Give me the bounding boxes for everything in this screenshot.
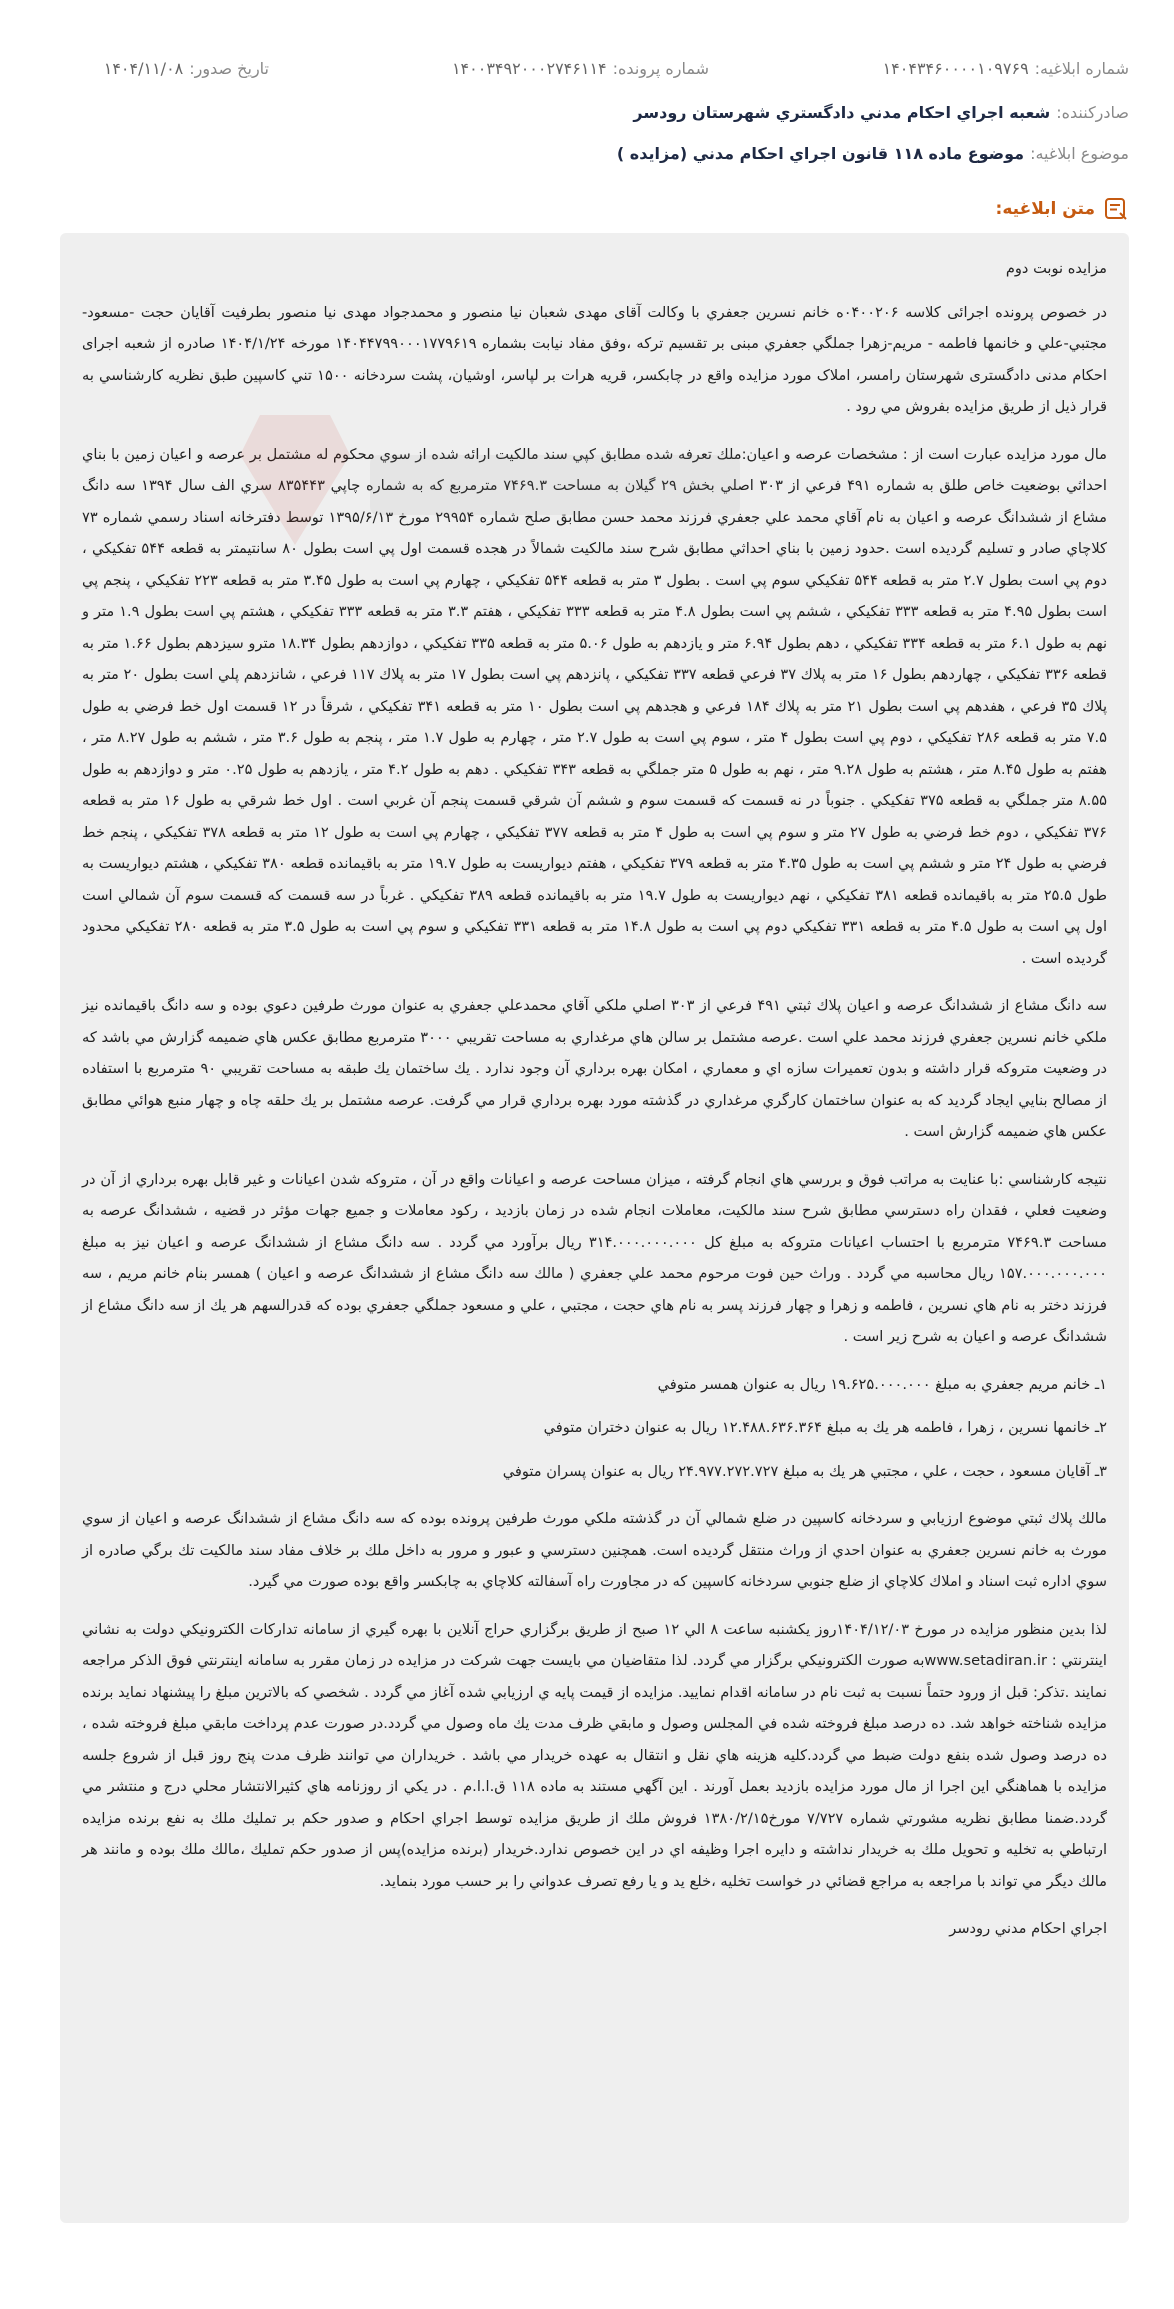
share-item-2: ۲ـ خانمها نسرين ، زهرا ، فاطمه هر يك به مبلغ ۱۲.۴۸۸.۶۳۶.۳۶۴ ريال به عنوان دختران متوفي xyxy=(543,1419,1107,1436)
issue-date-value: ۱۴۰۴/۱۱/۰۸ xyxy=(103,58,184,78)
notice-text-label: متن ابلاغیه: xyxy=(995,199,1095,219)
issuer-row xyxy=(45,96,1129,128)
share-item-1: ۱ـ خانم مريم جعفري به مبلغ ۱۹.۶۲۵.۰۰۰.۰۰۰ ريال به عنوان همسر متوفي xyxy=(657,1375,1107,1393)
issue-date-field xyxy=(104,59,269,78)
notice-document-icon xyxy=(1103,196,1129,222)
paragraph-property-bounds: مال مورد مزايده عبارت است از : مشخصات عرصه و اعيان:ملك تعرفه شده مطابق كپي سند مالكيت ارائه شده از سوي محكوم له مشتمل بر عرصه و اعيان زمين با بناي احداثي بوضعيت خاص طلق به شماره ۴۹۱ فرعي از ۳۰۳ اصلي بخش ۲۹ گيلان به مساحت ۷۴۶۹.۳ مترمربع كه به شماره چاپي ۸۳۵۴۴۳ سري الف سال ۱۳۹۴ سه دانگ مشاع از ششدانگ عرصه و اعيان به نام آقاي محمد علي جعفري فرزند محمد حسن مطابق صلح شماره ۲۹۹۵۴ مورخ ۱۳۹۵/۶/۱۳ توسط دفترخانه اسناد رسمي شماره ۷۳ كلاچاي صادر و تسليم گرديده است .حدود زمين با بناي احداثي مطابق شرح سند مالكيت شمالاً در هجده قسمت اول پي است بطول ۸۰ سانتيمتر به قطعه ۵۴۴ تفكيكي ، دوم پي است بطول ۲.۷ متر به قطعه ۵۴۴ تفكيكي سوم پي است . بطول ۳ متر به قطعه ۵۴۴ تفكيكي ، چهارم پي است به طول ۳.۴۵ متر به قطعه ۲۲۳ تفكيكي ، پنجم پي است بطول ۴.۹۵ متر به قطعه ۳۳۳ تفكيكي ، ششم پي است بطول ۴.۸ متر به قطعه ۳۳۳ تفكيكي ، هفتم ۳.۳ متر به قطعه ۳۳۳ تفكيكي ، هشتم پي است بطول ۱.۹ متر و نهم به طول ۶.۱ متر به قطعه ۳۳۴ تفكيكي ، دهم بطول ۶.۹۴ متر و يازدهم به طول ۵.۰۶ متر به قطعه ۳۳۵ تفكيكي ، دوازدهم بطول ۱۸.۳۴ مترو سيزدهم بطول ۱.۶۶ متر به قطعه ۳۳۶ تفكيكي ، چهاردهم بطول ۱۶ متر به پلاك ۳۷ فرعي قطعه ۳۳۷ تفكيكي ، پانزدهم پي است بطول ۱۷ متر به پلاك ۱۱۷ فرعي ، شانزدهم پلي است بطول ۲۰ متر به پلاك ۳۵ فرعي ، هفدهم پي است بطول ۲۱ متر به پلاك ۱۸۴ فرعي و هجدهم پي است بطول ۱۰ متر به قطعه ۳۴۱ تفكيكي ، شرقاً در ۱۲ قسمت اول خط فرضي به طول ۷.۵ متر به قطعه ۲۸۶ تفكيكي ، دوم پي است بطول ۴ متر ، سوم پي است به طول ۲.۷ متر ، چهارم به طول ۱.۷ متر ، پنجم به طول ۳.۶ متر ، ششم به طول ۸.۲۷ متر ، هفتم به طول ۸.۴۵ متر ، هشتم به طول ۹.۲۸ متر ، نهم به طول ۵ متر جملگي به قطعه ۳۴۳ تفكيكي . دهم به طول ۴.۲ متر ، يازدهم به طول ۰.۲۵ متر و دوازدهم به طول ۸.۵۵ متر جملگي به قطعه ۳۷۵ تفكيكي . جنوباً در نه قسمت كه قسمت سوم و ششم آن شرقي قسمت پنجم آن غربي است . اول خط شرقي به طول ۱۶ متر به قطعه ۳۷۶ تفكيكي ، دوم خط فرضي به طول ۲۷ متر و سوم پي است به طول ۴ متر به قطعه ۳۷۷ تفكيكي ، چهارم پي است به طول ۱۲ متر به قطعه ۳۷۸ تفكيكي ، پنجم خط فرضي به طول ۲۴ متر و ششم پي است به طول ۴.۳۵ متر به قطعه ۳۷۹ تفكيكي ، هفتم ديواريست به طول ۱۹.۷ متر به باقيمانده قطعه ۳۸۰ تفكيكي ، هشتم ديواريست به طول ۲۵.۵ متر به باقيمانده قطعه ۳۸۱ تفكيكي ، نهم ديواريست به طول ۱۹.۷ متر به باقيمانده قطعه ۳۸۹ تفكيكي . غرباً در سه قسمت كه قسمت سوم آن شمالي است اول پي است به طول ۴.۵ متر به قطعه ۳۳۱ تفكيكي دوم پي است به طول ۱۴.۸ متر به قطعه ۳۳۱ تفكيكي و سوم پي است به طول ۳.۵ متر به قطعه ۲۸۰ تفكيكي محدود گرديده است . xyxy=(82,445,1108,967)
signature-line: اجراي احكام مدني رودسر xyxy=(949,1920,1107,1937)
paragraph-auction-terms: لذا بدين منظور مزايده در مورخ ۱۴۰۴/۱۲/۰۳روز يكشنبه ساعت ۸ الي ۱۲ صبح از طريق برگزاري حراج آنلاين با بهره گيري از سامانه تداركات الكترونيكي دولت به نشاني اينترنتي : www.setadiran.irبه صورت الكترونيكي برگزار مي گردد. لذا متقاضيان مي بايست جهت شركت در مزايده در زمان مقرر به سامانه اينترنتي فوق الذكر مراجعه نمايند .تذكر: قبل از ورود حتماً نسبت به ثبت نام در سامانه اقدام نماييد. مزايده از قيمت پايه ي ارزيابي شده آغاز مي گردد . شخصي كه بالاترين مبلغ را پيشنهاد نمايد برنده مزايده شناخته خواهد شد. ده درصد مبلغ فروخته شده في المجلس وصول و مابقي ظرف مدت يك ماه وصول مي گردد.در صورت عدم پرداخت مابقي مبلغ فروخته شده ، ده درصد وصول شده بنفع دولت ضبط مي گردد.كليه هزينه هاي نقل و انتقال به عهده خريدار مي باشد . خريداران مي توانند ظرف مدت پنج روز قبل از شروع جلسه مزايده با هماهنگي اين اجرا از مال مورد مزايده بازديد بعمل آورند . اين آگهي مستند به ماده ۱۱۸ ق.ا.ا.م . در يكي از روزنامه هاي كثيرالانتشار محلي درج و منتشر مي گردد.ضمنا مطابق نظريه مشورتي شماره ۷/۷۲۷ مورخ۱۳۸۰/۲/۱۵ فروش ملك از طريق مزايده توسط اجراي احكام و صدور حكم بر تمليك ملك به نفع برنده مزايده ارتباطي به تخليه و تحويل ملك به خريدار نداشته و دايره اجرا وظيفه اي در اين خصوص ندارد.خريدار (برنده مزايده)پس از صدور حكم تمليك ،مالك ملك بوده و مانند هر مالك ديگر مي تواند با مراجعه به مراجع قضائي در خواست تخليه ،خلع يد و يا رفع تصرف عدواني را بر حسب مورد بنمايد. xyxy=(82,1620,1108,1890)
issue-date-label: تاریخ صدور: xyxy=(189,58,269,78)
issuer-value: شعبه اجراي احكام مدني دادگستري شهرستان رودسر xyxy=(633,102,1051,122)
subject-label: موضوع ابلاغیه: xyxy=(1030,143,1129,163)
paragraph-case-intro: در خصوص پرونده اجرائی کلاسه ۰۴۰۰۲۰۶ه خانم نسرين جعفري با وکالت آقای مهدی شعبان نيا منصور و محمدجواد مهدی نيا منصور بطرفيت آقايان حجت -مسعود- مجتبي-علي و خانمها فاطمه - مريم-زهرا جملگي جعفري مبنی بر تقسيم ترکه ،وفق مفاد نيابت بشماره ۱۴۰۴۴۷۹۹۰۰۰۱۷۷۹۶۱۹ مورخه ۱۴۰۴/۱/۲۴ صادره از شعبه اجرای احکام مدنی دادگستری شهرستان رامسر، املاک مورد مزایده واقع در چابکسر، قریه هرات بر لپاسر، اوشیان، پشت سردخانه ۱۵۰۰ تني كاسپين طبق نظريه كارشناسي به قرار ذيل از طريق مزايده بفروش مي رود . xyxy=(82,303,1107,415)
subject-value: موضوع ماده ۱۱۸ قانون اجراي احكام مدني (مزايده ) xyxy=(616,143,1025,163)
notice-number-field xyxy=(709,59,1129,78)
case-number-field xyxy=(269,59,709,78)
notice-number-label: شماره ابلاغیه: xyxy=(1034,58,1129,78)
paragraph-property-description: سه دانگ مشاع از ششدانگ عرصه و اعيان پلاك ثبتي ۴۹۱ فرعي از ۳۰۳ اصلي ملكي آقاي محمدعلي جعفري به عنوان مورث طرفين دعوي بوده و سه دانگ باقيمانده نيز ملكي خانم نسرين جعفري فرزند محمد علي است .عرصه مشتمل بر سالن هاي مرغداري به مساحت تقريبي ۳۰۰۰ مترمربع مطابق عكس هاي ضميمه گزارش مي باشد كه در وضعيت متروكه قرار داشته و بدون تعميرات سازه اي و معماري ، امكان بهره برداري آن وجود ندارد . يك ساختمان يك طبقه به مساحت تقريبي ۹۰ مترمربع با استفاده از مصالح بنايي ايجاد گرديد كه به عنوان ساختمان كارگري مرغداري در گذشته مورد بهره برداري قرار مي گرفت. عرصه مشتمل بر يك حلقه چاه و چهار منبع هوائي مطابق عكس هاي ضميمه گزارش است . xyxy=(82,997,1108,1140)
case-number-label: شماره پرونده: xyxy=(612,58,709,78)
paragraph-expert-opinion: نتيجه كارشناسي :با عنايت به مراتب فوق و بررسي هاي انجام گرفته ، ميزان مساحت عرصه و اعيانات واقع در آن ، متروكه شدن اعيانات و غير قابل بهره برداري از آن در وضعيت فعلي ، فقدان راه دسترسي مطابق شرح سند مالكيت، معاملات انجام شده در زمان بازديد ، ركود معاملات و جميع جهات مؤثر در قضيه ، ششدانگ عرصه به مساحت ۷۴۶۹.۳ مترمربع با احتساب اعيانات متروكه به مبلغ كل ۳۱۴.۰۰۰.۰۰۰.۰۰۰ ريال برآورد مي گردد . سه دانگ مشاع از ششدانگ عرصه و اعيان نيز به مبلغ ۱۵۷.۰۰۰.۰۰۰.۰۰۰ ريال محاسبه مي گردد . وراث حين فوت مرحوم محمد علي جعفري ( مالك سه دانگ مشاع از ششدانگ عرصه و اعيان ) همسر بنام خانم مريم ، سه فرزند دختر به نام هاي نسرين ، فاطمه و زهرا و چهار فرزند پسر به نام هاي حجت ، مجتبي ، علي و مسعود جملگي جعفري بوده كه قدرالسهم هر يك از سه دانگ مشاع از ششدانگ عرصه و اعيان به شرح زير است . xyxy=(82,1170,1108,1345)
notice-meta-row xyxy=(45,52,1129,84)
notice-text-heading xyxy=(996,196,1129,222)
notice-content xyxy=(60,233,1129,2223)
subject-row xyxy=(45,137,1129,169)
notice-number-value: ۱۴۰۴۳۴۶۰۰۰۰۱۰۹۷۶۹ xyxy=(882,58,1029,78)
issuer-label: صادرکننده: xyxy=(1056,102,1129,122)
paragraph-access-note: مالك پلاك ثبتي موضوع ارزيابي و سردخانه كاسپين در ضلع شمالي آن در گذشته ملكي مورث طرفين پرونده بوده كه سه دانگ مشاع از ششدانگ عرصه و اعيان از سوي مورث به خانم نسرين جعفري به عنوان احدي از وراث منتقل گرديده است. همچنين دسترسي و عبور و مرور به داخل ملك بر خلاف مفاد سند مالكيت تك برگي صادره از سوي اداره ثبت اسناد و املاك كلاچاي از ضلع جنوبي سردخانه كاسپين كه در مجاورت راه آسفالته كلاچاي به چابكسر واقع بوده صورت مي گيرد. xyxy=(82,1510,1107,1590)
share-item-3: ۳ـ آقايان مسعود ، حجت ، علي ، مجتبي هر يك به مبلغ ۲۴.۹۷۷.۲۷۲.۷۲۷ ريال به عنوان پسران متوفي xyxy=(502,1462,1107,1480)
case-number-value: ۱۴۰۰۳۴۹۲۰۰۰۲۷۴۶۱۱۴ xyxy=(451,58,607,78)
auction-title: مزايده نوبت دوم xyxy=(1005,260,1107,277)
